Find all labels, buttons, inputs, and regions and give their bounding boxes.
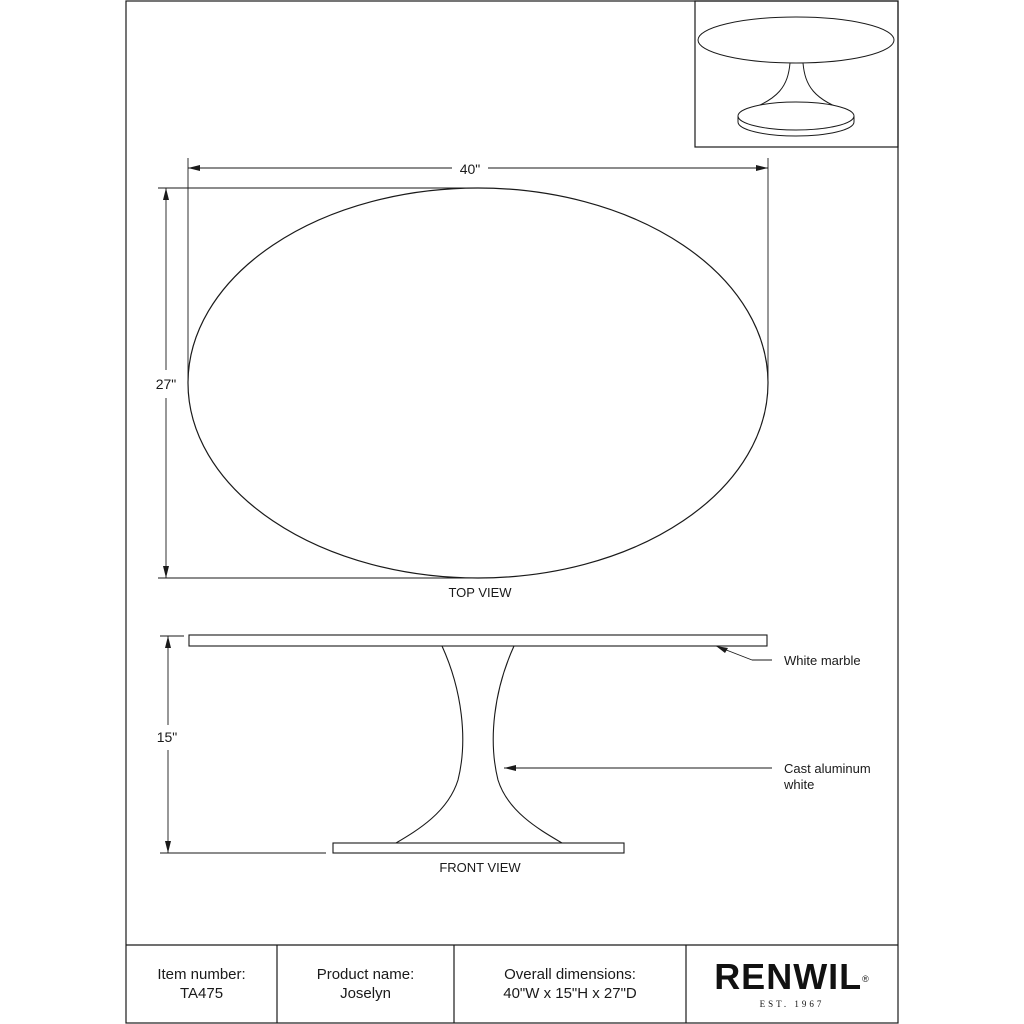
- aluminum-callout-label-2: white: [784, 777, 815, 792]
- marble-top-slab: [189, 635, 767, 646]
- brand-logo: [686, 945, 898, 1023]
- perspective-thumbnail: [695, 1, 898, 147]
- front-view: [157, 635, 871, 875]
- registered-mark: ®: [862, 974, 870, 984]
- top-view-label: TOP VIEW: [448, 585, 512, 600]
- table-top-outline: [188, 188, 768, 578]
- front-view-label: FRONT VIEW: [439, 860, 521, 875]
- aluminum-callout-leader: [504, 765, 772, 771]
- brand-established: EST. 1967: [759, 999, 825, 1009]
- depth-dimension-label: 27": [155, 376, 177, 392]
- pedestal-base: [333, 843, 624, 853]
- brand-name: RENWIL: [714, 956, 863, 997]
- overall-dimensions-value: 40"W x 15"H x 27"D: [503, 985, 637, 1002]
- marble-callout-leader: [716, 646, 772, 660]
- product-name-cell: [277, 945, 454, 1023]
- width-dimension-label: 40": [459, 161, 481, 177]
- product-name-value: Joselyn: [340, 985, 391, 1002]
- marble-callout-label: White marble: [784, 653, 861, 668]
- aluminum-callout-label: Cast aluminum: [784, 761, 871, 776]
- item-number-label: Item number:: [157, 966, 246, 983]
- pedestal-column: [396, 646, 562, 843]
- overall-dimensions-cell: [454, 945, 686, 1023]
- product-name-label: Product name:: [316, 966, 415, 983]
- height-dimension-line: [160, 636, 326, 853]
- height-dimension-label: 15": [156, 729, 178, 745]
- item-number-value: TA475: [179, 985, 224, 1002]
- overall-dimensions-label: Overall dimensions:: [504, 966, 636, 983]
- item-number-cell: [126, 945, 277, 1023]
- depth-dimension-line: [155, 188, 478, 578]
- brand-wordmark: [714, 956, 870, 997]
- top-view: [156, 158, 768, 600]
- width-dimension-line: [188, 158, 768, 380]
